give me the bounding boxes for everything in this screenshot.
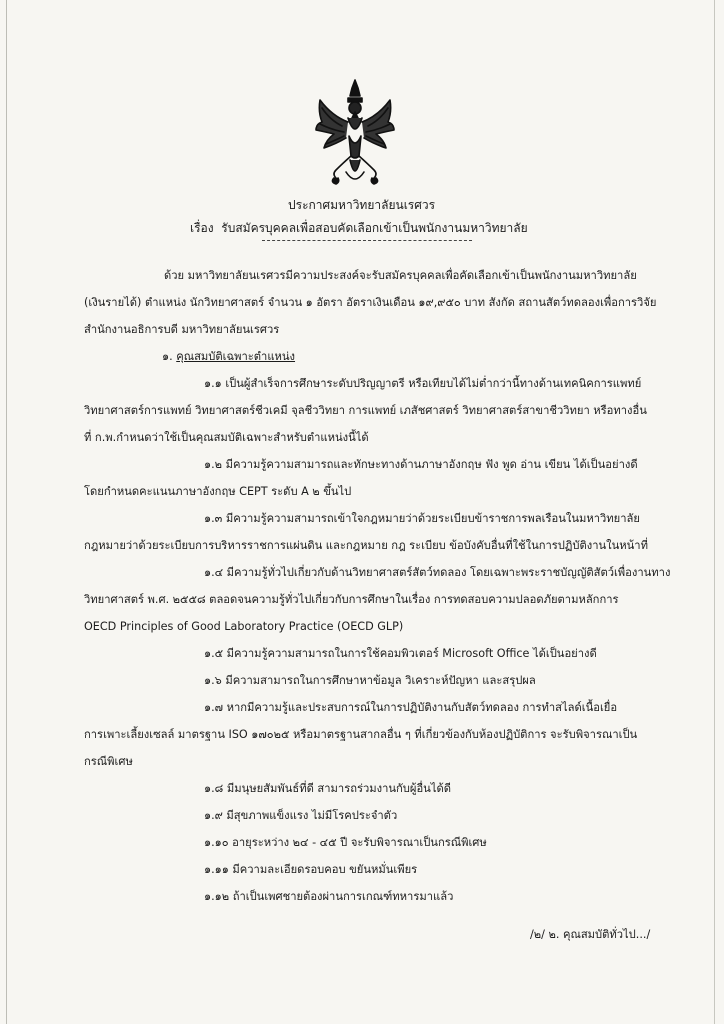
intro-line-1: ด้วย มหาวิทยาลัยนเรศวรมีความประสงค์จะรับสมัครบุคคลเพื่อคัดเลือกเข้าเป็นพนักงานมหาวิทยาลัย [164, 269, 637, 282]
item-1-1-line-3: ที่ ก.พ.กำหนดว่าใช้เป็นคุณสมบัติเฉพาะสำหรับตำแหน่งนี้ได้ [84, 431, 369, 444]
item-1-6: ๑.๖ มีความสามารถในการศึกษาหาข้อมูล วิเคราะห์ปัญหา และสรุปผล [204, 674, 536, 687]
continuation-note: /๒/ ๒. คุณสมบัติทั่วไป.../ [530, 928, 651, 941]
section-title: คุณสมบัติเฉพาะตำแหน่ง [176, 350, 296, 363]
item-1-4-line-1: ๑.๔ มีความรู้ทั่วไปเกี่ยวกับด้านวิทยาศาสตร์สัตว์ทดลอง โดยเฉพาะพระราชบัญญัติสัตว์เพื่องานทาง [204, 566, 671, 579]
item-1-7-line-3: กรณีพิเศษ [84, 755, 133, 768]
subject-text: รับสมัครบุคคลเพื่อสอบคัดเลือกเข้าเป็นพนักงานมหาวิทยาลัย [221, 221, 528, 235]
subject-label: เรื่อง [190, 221, 214, 235]
item-1-2-line-1: ๑.๒ มีความรู้ความสามารถและทักษะทางด้านภาษาอังกฤษ ฟัง พูด อ่าน เขียน ได้เป็นอย่างดี [204, 458, 638, 471]
title-divider [262, 240, 472, 241]
item-1-2-line-2: โดยกำหนดคะแนนภาษาอังกฤษ CEPT ระดับ A ๒ ขึ้นไป [84, 485, 352, 498]
announcement-subject [190, 219, 528, 238]
intro-line-2: (เงินรายได้) ตำแหน่ง นักวิทยาศาสตร์ จำนวน ๑ อัตรา อัตราเงินเดือน ๑๙,๙๕๐ บาท สังกัด สถานสัตว์ทดลองเพื่อการวิจัย [84, 296, 657, 309]
item-1-7-line-2: การเพาะเลี้ยงเซลล์ มาตรฐาน ISO ๑๗๐๒๕ หรือมาตรฐานสากลอื่น ๆ ที่เกี่ยวข้องกับห้องปฏิบัติการ จะรับพิจารณาเป็น [84, 728, 638, 741]
section-heading [162, 350, 295, 364]
garuda-emblem-icon [312, 78, 398, 188]
item-1-1-line-1: ๑.๑ เป็นผู้สำเร็จการศึกษาระดับปริญญาตรี หรือเทียบได้ไม่ต่ำกว่านี้ทางด้านเทคนิคการแพทย์ [204, 377, 642, 390]
item-1-10: ๑.๑๐ อายุระหว่าง ๒๔ - ๔๕ ปี จะรับพิจารณาเป็นกรณีพิเศษ [204, 836, 487, 849]
item-1-8: ๑.๘ มีมนุษยสัมพันธ์ที่ดี สามารถร่วมงานกับผู้อื่นได้ดี [204, 782, 451, 795]
item-1-9: ๑.๙ มีสุขภาพแข็งแรง ไม่มีโรคประจำตัว [204, 809, 398, 822]
item-1-4-line-2: วิทยาศาสตร์ พ.ศ. ๒๕๕๘ ตลอดจนความรู้ทั่วไปเกี่ยวกับการศึกษาในเรื่อง การทดสอบความปลอดภัยตามหลักการ [84, 593, 619, 606]
item-1-7-line-1: ๑.๗ หากมีความรู้และประสบการณ์ในการปฏิบัติงานกับสัตว์ทดลอง การทำสไลด์เนื้อเยื่อ [204, 701, 618, 714]
scan-edge-right [714, 0, 715, 1024]
item-1-11: ๑.๑๑ มีความละเอียดรอบคอบ ขยันหมั่นเพียร [204, 863, 418, 876]
scan-edge-left [6, 0, 7, 1024]
item-1-4-line-3: OECD Principles of Good Laboratory Practice (OECD GLP) [84, 620, 404, 633]
announcement-title: ประกาศมหาวิทยาลัยนเรศวร [288, 198, 436, 212]
item-1-5: ๑.๕ มีความรู้ความสามารถในการใช้คอมพิวเตอร์ Microsoft Office ได้เป็นอย่างดี [204, 647, 597, 660]
intro-line-3: สำนักงานอธิการบดี มหาวิทยาลัยนเรศวร [84, 323, 280, 336]
item-1-3-line-2: กฎหมายว่าด้วยระเบียบการบริหารราชการแผ่นดิน และกฎหมาย กฎ ระเบียบ ข้อบังคับอื่นที่ใช้ในการปฏิบัติงานในหน้าที่ [84, 539, 648, 552]
item-1-3-line-1: ๑.๓ มีความรู้ความสามารถเข้าใจกฎหมายว่าด้วยระเบียบข้าราชการพลเรือนในมหาวิทยาลัย [204, 512, 640, 525]
item-1-1-line-2: วิทยาศาสตร์การแพทย์ วิทยาศาสตร์ชีวเคมี จุลชีววิทยา การแพทย์ เภสัชศาสตร์ วิทยาศาสตร์สาขาชีววิทยา หรือทางอื่น [84, 404, 647, 417]
section-number: ๑. [162, 350, 173, 363]
item-1-12: ๑.๑๒ ถ้าเป็นเพศชายต้องผ่านการเกณฑ์ทหารมาแล้ว [204, 890, 454, 903]
